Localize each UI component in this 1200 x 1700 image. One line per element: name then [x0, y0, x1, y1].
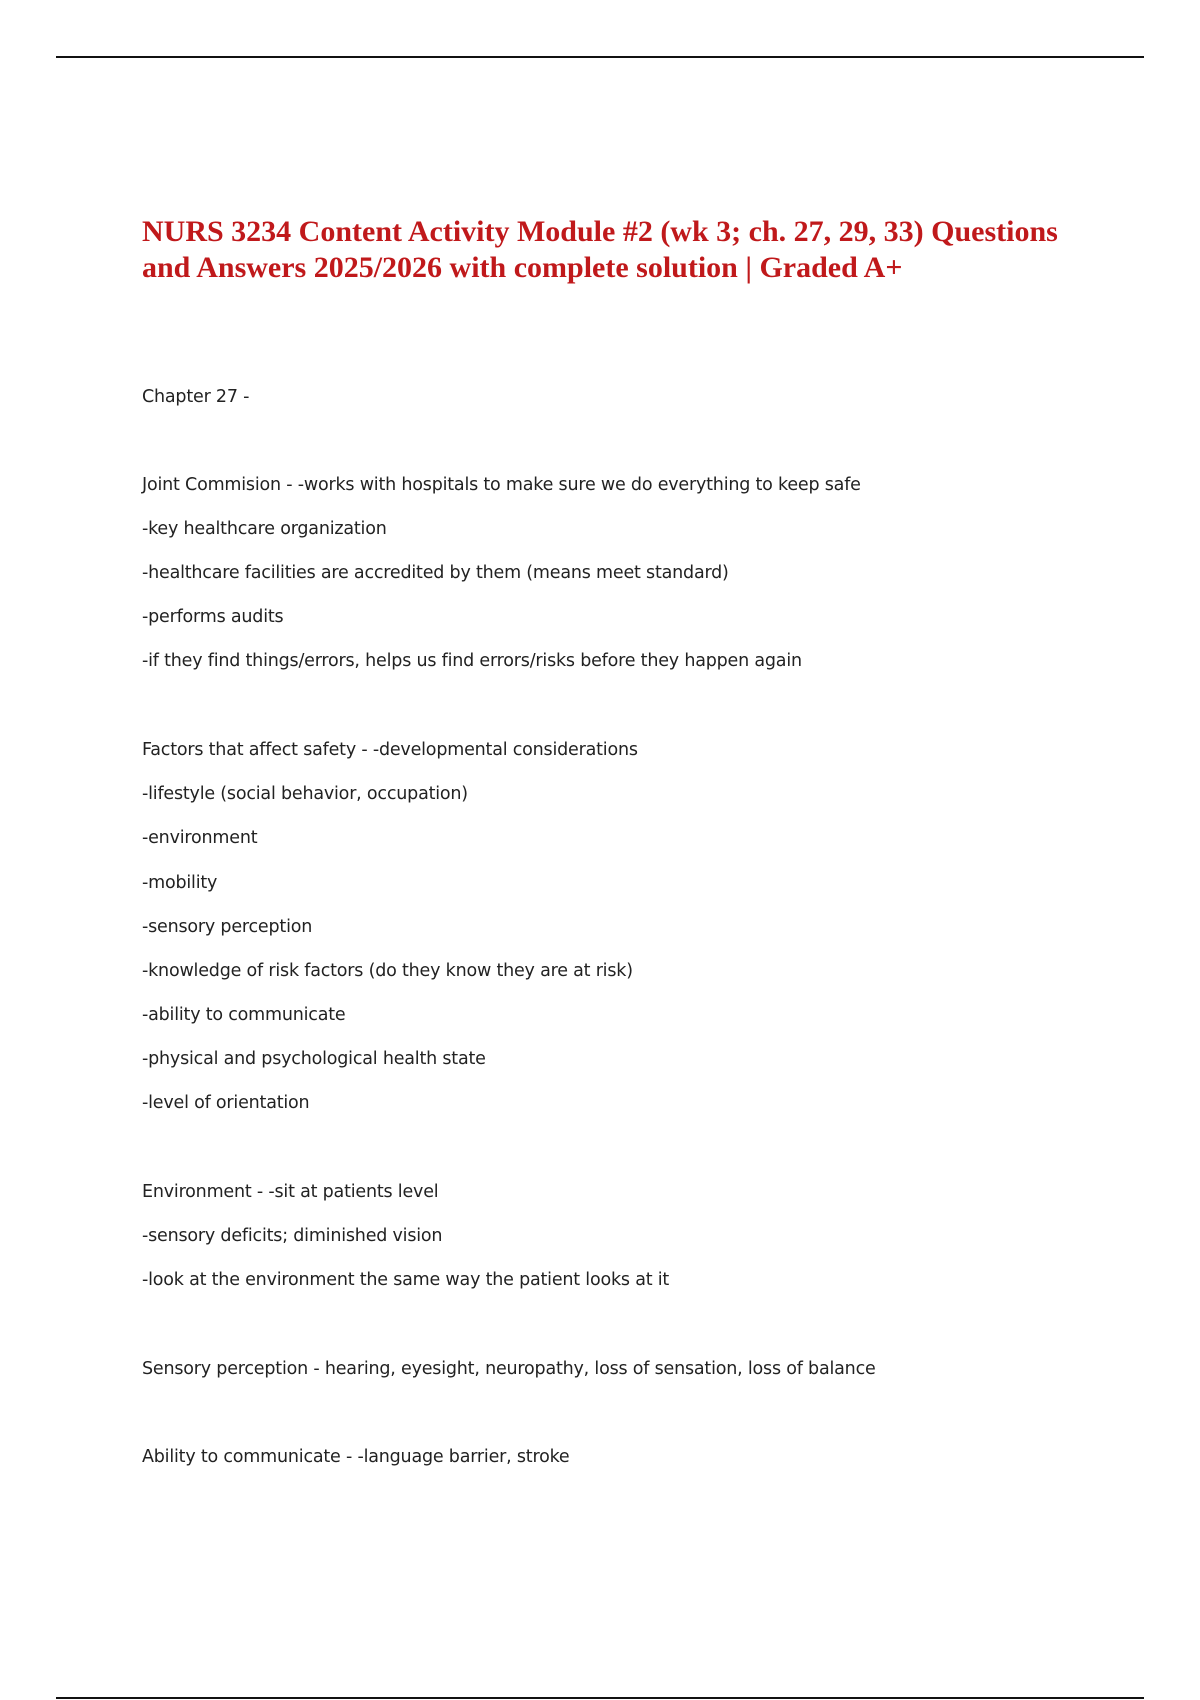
detail-line: -level of orientation — [142, 1093, 310, 1113]
bottom-rule — [56, 1697, 1144, 1699]
term-factors-safety: Factors that affect safety - -developmental considerations — [142, 740, 638, 760]
top-rule — [56, 56, 1144, 58]
detail-line: -sensory deficits; diminished vision — [142, 1226, 443, 1246]
term-joint-commision: Joint Commision - -works with hospitals to make sure we do everything to keep safe — [142, 475, 861, 495]
detail-line: -mobility — [142, 873, 218, 893]
detail-line: -ability to communicate — [142, 1005, 346, 1025]
detail-line: -look at the environment the same way the patient looks at it — [142, 1270, 670, 1290]
term-ability-to-communicate: Ability to communicate - -language barrier, stroke — [142, 1447, 570, 1467]
detail-line: -key healthcare organization — [142, 519, 387, 539]
detail-line: -performs audits — [142, 607, 284, 627]
detail-line: -healthcare facilities are accredited by them (means meet standard) — [142, 563, 729, 583]
detail-line: -environment — [142, 828, 258, 848]
detail-line: -if they find things/errors, helps us find errors/risks before they happen again — [142, 651, 802, 671]
term-environment: Environment - -sit at patients level — [142, 1182, 439, 1202]
detail-line: -lifestyle (social behavior, occupation) — [142, 784, 468, 804]
detail-line: -knowledge of risk factors (do they know they are at risk) — [142, 961, 633, 981]
detail-line: -physical and psychological health state — [142, 1049, 486, 1069]
document-title: NURS 3234 Content Activity Module #2 (wk 3; ch. 27, 29, 33) Questions and Answers 2025/2026 with complete solution | Graded A+ — [142, 215, 1058, 284]
term-sensory-perception: Sensory perception - hearing, eyesight, neuropathy, loss of sensation, loss of balance — [142, 1359, 876, 1379]
detail-line: -sensory perception — [142, 917, 313, 937]
chapter-heading: Chapter 27 - — [142, 387, 250, 407]
